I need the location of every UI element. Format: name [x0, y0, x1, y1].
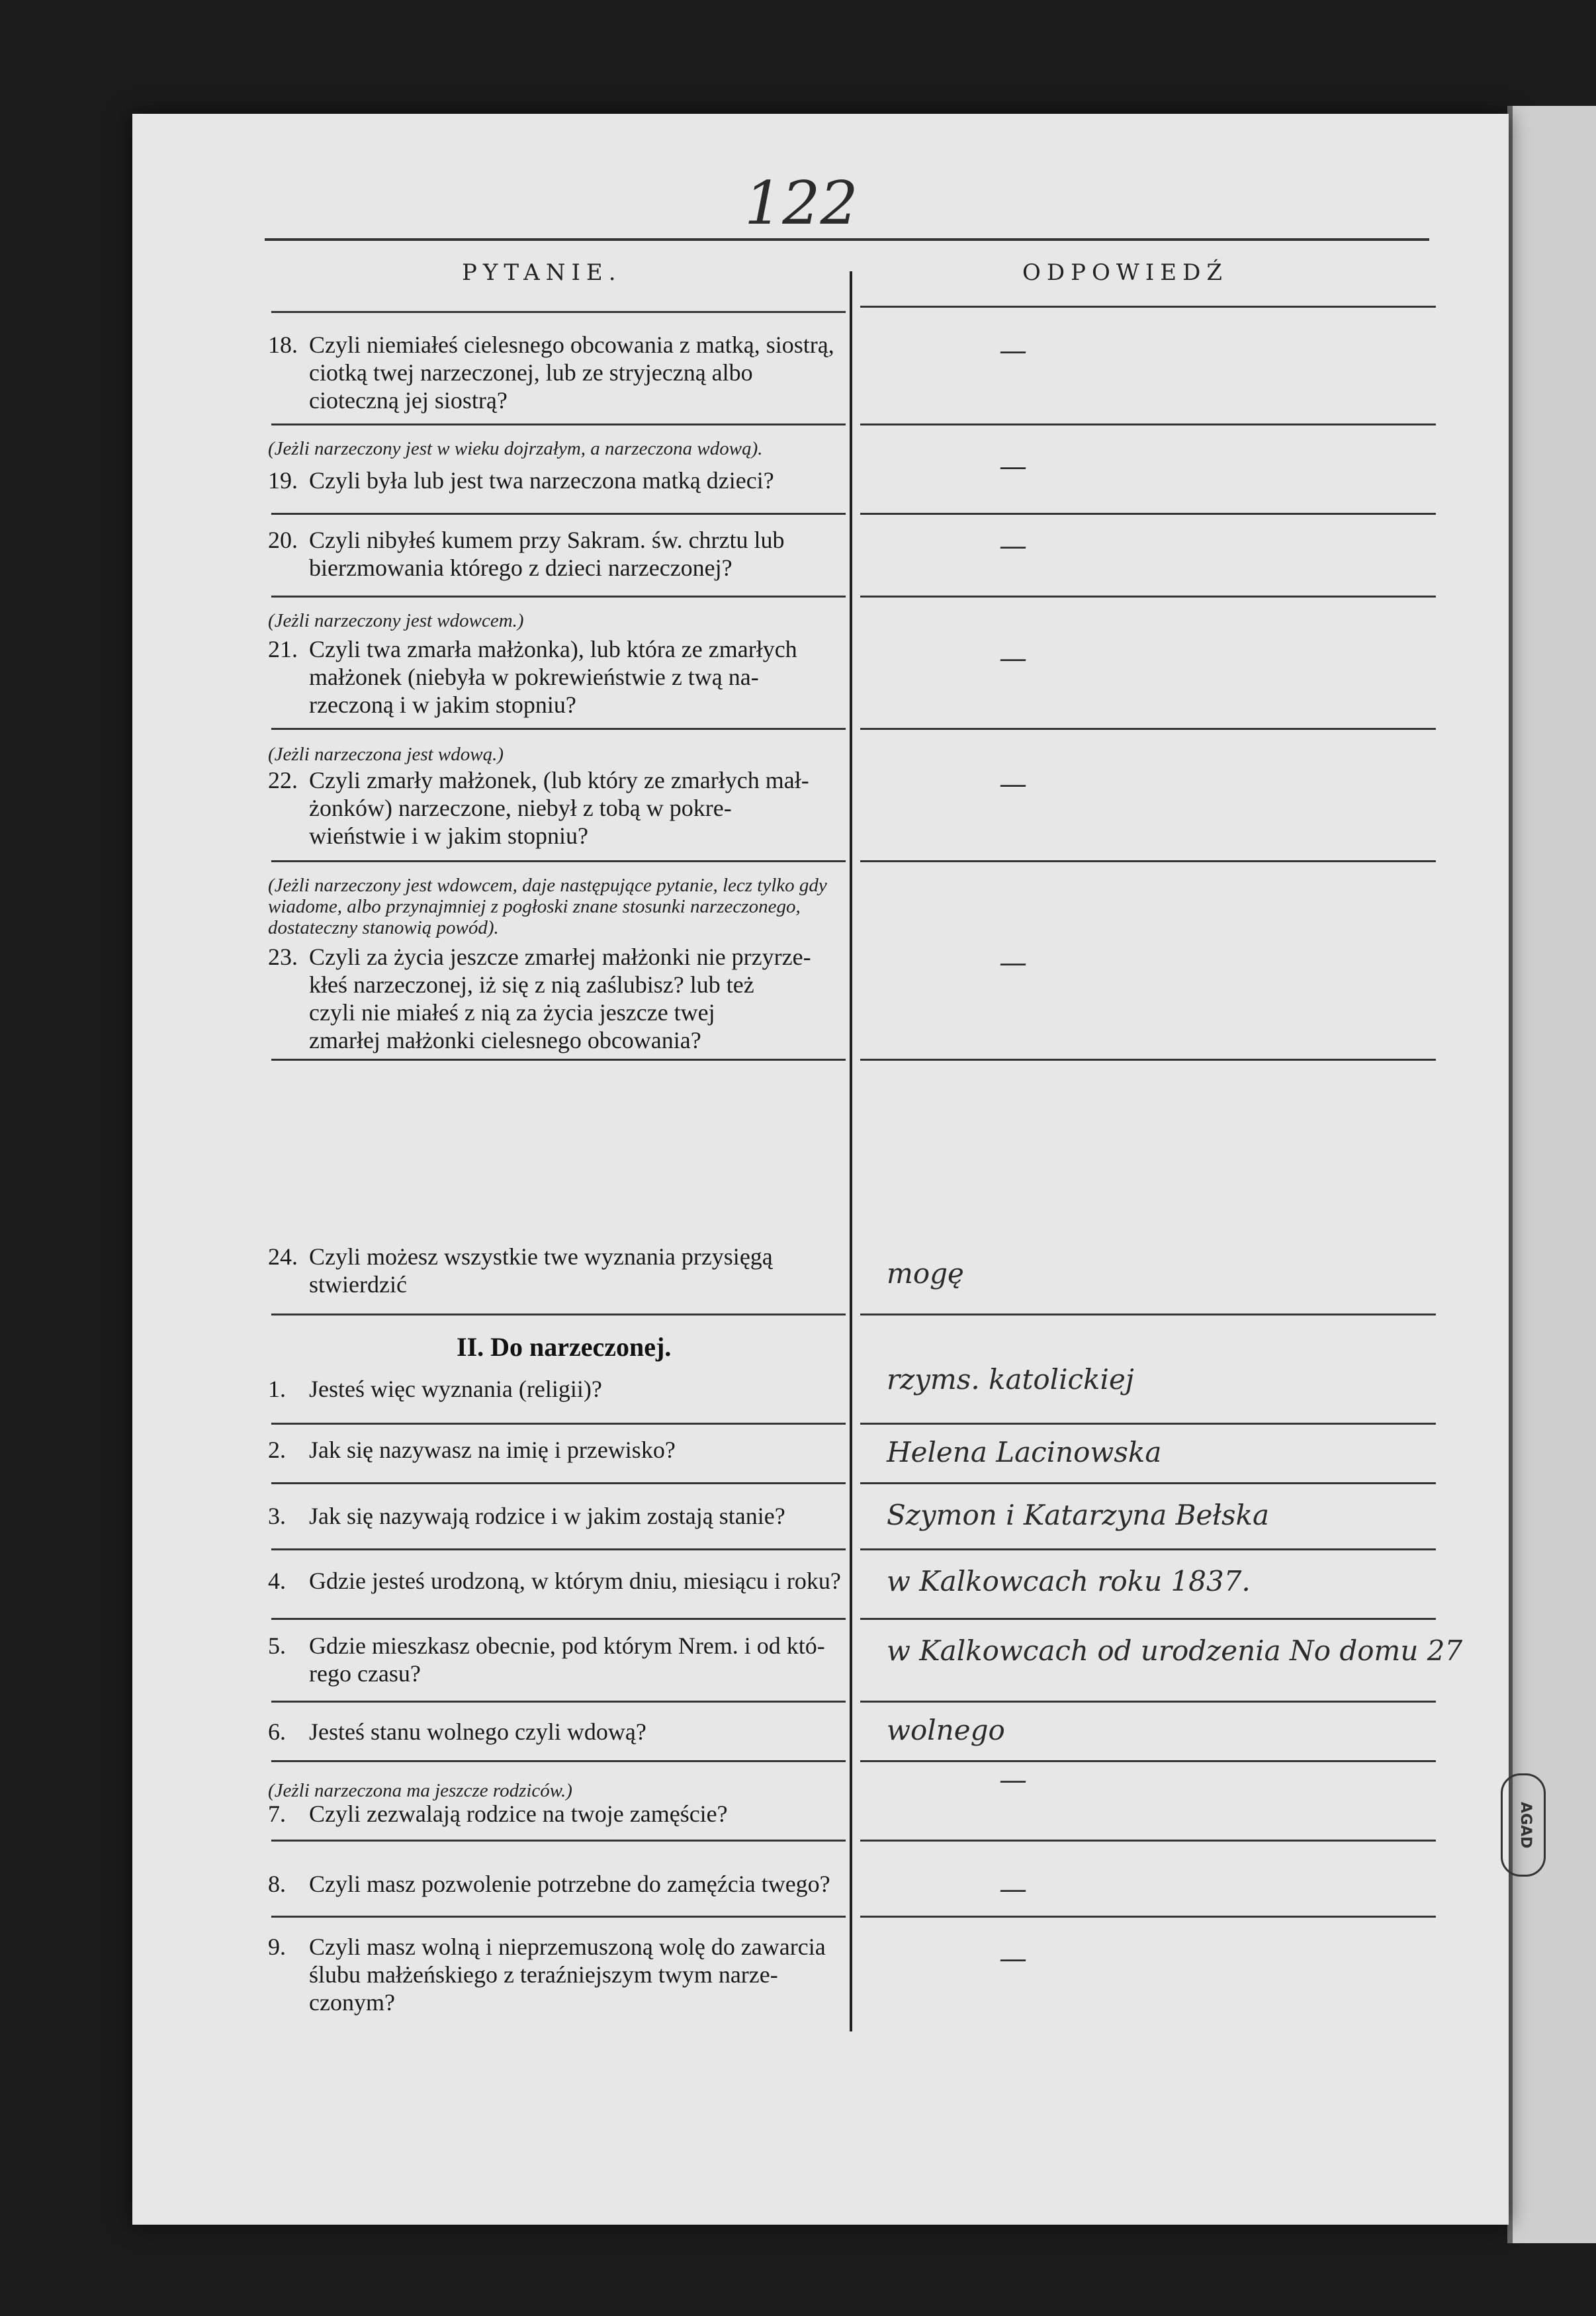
question-number: 19.	[268, 467, 298, 494]
p2-answer-9: —	[999, 1942, 1027, 1975]
p2-question-3	[268, 1502, 857, 1530]
p2-question-2	[268, 1436, 857, 1464]
question-text-line: Czyli była lub jest twa narzeczona matką dzieci?	[309, 467, 774, 494]
question-text-line: czonym?	[309, 1989, 395, 2016]
question-text-line: Jesteś stanu wolnego czyli wdową?	[309, 1718, 646, 1745]
row-rule	[271, 423, 846, 425]
top-rule	[265, 238, 1429, 241]
row-rule	[271, 1548, 846, 1550]
question-number: 7.	[268, 1801, 286, 1827]
p1-question-18	[268, 331, 857, 414]
row-rule	[271, 1618, 846, 1620]
question-note: (Jeżli narzeczony jest wdowcem.)	[268, 610, 524, 631]
question-text-line: żonków) narzeczone, niebył z tobą w pokre-	[309, 795, 732, 821]
question-number: 9.	[268, 1934, 286, 1960]
row-rule	[860, 1482, 1436, 1484]
question-text-line: Czyli twa zmarła małżonka), lub która ze zmarłych	[309, 636, 797, 662]
row-rule	[271, 1760, 846, 1762]
row-rule	[860, 1059, 1436, 1061]
question-number: 8.	[268, 1871, 286, 1897]
row-rule	[860, 1760, 1436, 1762]
question-text-line: Gdzie jesteś urodzoną, w którym dniu, miesiącu i roku?	[309, 1568, 841, 1594]
row-rule	[860, 306, 1436, 308]
p1-question-19	[268, 467, 857, 494]
p1-question-24	[268, 1243, 857, 1298]
header-odpowiedz: ODPOWIEDŹ	[1022, 259, 1228, 286]
question-number: 21.	[268, 636, 298, 662]
question-text-line: zmarłej małżonki cielesnego obcowania?	[309, 1027, 701, 1053]
p1-answer-19: —	[999, 450, 1027, 482]
question-text-line: czyli nie miałeś z nią za życia jeszcze twej	[309, 999, 715, 1026]
question-number: 4.	[268, 1568, 286, 1594]
p1-answer-20: —	[999, 529, 1027, 562]
p1-question-20	[268, 526, 857, 582]
question-number: 2.	[268, 1437, 286, 1463]
p1-answer-18: —	[999, 334, 1027, 367]
p2-answer-5: w Kalkowcach od urodzenia No domu 27	[887, 1634, 1463, 1667]
question-text-line: kłeś narzeczonej, iż się z nią zaślubisz? lub też	[309, 971, 754, 998]
p1-answer-21: —	[999, 642, 1027, 674]
question-text-line: małżonek (niebyła w pokrewieństwie z twą na-	[309, 664, 759, 690]
adjacent-page-edge	[1507, 106, 1596, 2243]
row-rule	[860, 728, 1436, 730]
page-number: 122	[744, 169, 858, 238]
question-text-line: Gdzie mieszkasz obecnie, pod którym Nrem. i od któ-	[309, 1632, 825, 1659]
row-rule	[860, 1701, 1436, 1703]
question-text-line: rego czasu?	[309, 1660, 421, 1687]
section-title: II. Do narzeczonej.	[457, 1332, 672, 1362]
p1-question-22	[268, 766, 857, 850]
row-rule	[860, 1423, 1436, 1425]
question-number: 20.	[268, 527, 298, 553]
p2-answer-2: Helena Lacinowska	[887, 1436, 1162, 1468]
question-text-line: ciotką twej narzeczonej, lub ze stryjeczną albo	[309, 359, 753, 386]
question-number: 18.	[268, 332, 298, 358]
question-text-line: Czyli zezwalają rodzice na twoje zamęście?	[309, 1801, 728, 1827]
p2-answer-6: wolnego	[887, 1714, 1005, 1746]
row-rule	[860, 1314, 1436, 1315]
row-rule	[271, 1701, 846, 1703]
row-rule	[860, 596, 1436, 598]
p2-question-7	[268, 1800, 857, 1828]
p2-answer-8: —	[999, 1873, 1027, 1905]
p1-answer-24: mogę	[887, 1257, 964, 1290]
question-text-line: Jesteś więc wyznania (religii)?	[309, 1376, 602, 1402]
question-text-line: Czyli nibyłeś kumem przy Sakram. św. chrztu lub	[309, 527, 785, 553]
p2-question-4	[268, 1567, 857, 1595]
p1-question-23	[268, 943, 857, 1054]
row-rule	[271, 1482, 846, 1484]
p2-answer-3: Szymon i Katarzyna Bełska	[887, 1499, 1270, 1531]
row-rule	[271, 1916, 846, 1918]
row-rule	[860, 1916, 1436, 1918]
question-number: 23.	[268, 944, 298, 970]
header-pytanie: PYTANIE.	[462, 259, 622, 286]
p2-question-5	[268, 1632, 857, 1687]
question-number: 22.	[268, 767, 298, 793]
p2-question-8	[268, 1870, 857, 1898]
question-number: 6.	[268, 1718, 286, 1745]
question-text-line: wieństwie i w jakim stopniu?	[309, 823, 588, 849]
row-rule	[271, 728, 846, 730]
archive-stamp: AGAD	[1501, 1773, 1546, 1877]
row-rule	[860, 1548, 1436, 1550]
question-text-line: bierzmowania którego z dzieci narzeczonej?	[309, 555, 732, 581]
p1-answer-22: —	[999, 768, 1027, 800]
question-text-line: Czyli za życia jeszcze zmarłej małżonki nie przyrze-	[309, 944, 811, 970]
question-text-line: rzeczoną i w jakim stopniu?	[309, 691, 576, 718]
row-rule	[271, 1840, 846, 1842]
question-number: 3.	[268, 1503, 286, 1529]
question-note: (Jeżli narzeczony jest wdowcem, daje następujące pytanie, lecz tylko gdy wiadome, albo przynajmniej z pogłoski znane stosunki narzeczonego, dostateczny stanowią powód).	[268, 875, 827, 938]
row-rule	[271, 1059, 846, 1061]
question-note: (Jeżli narzeczony jest w wieku dojrzałym, a narzeczona wdową).	[268, 438, 763, 459]
row-rule	[271, 311, 846, 313]
p1-question-21	[268, 635, 857, 719]
p2-question-9	[268, 1933, 857, 2016]
question-number: 5.	[268, 1632, 286, 1659]
row-rule	[860, 423, 1436, 425]
row-rule	[860, 1840, 1436, 1842]
question-text-line: stwierdzić	[309, 1271, 407, 1298]
question-note: (Jeżli narzeczona ma jeszcze rodziców.)	[268, 1780, 572, 1801]
p2-question-6	[268, 1718, 857, 1746]
p2-question-1	[268, 1375, 857, 1403]
row-rule	[271, 1423, 846, 1425]
question-number: 1.	[268, 1376, 286, 1402]
question-text-line: Jak się nazywasz na imię i przewisko?	[309, 1437, 676, 1463]
question-text-line: cioteczną jej siostrą?	[309, 387, 508, 414]
question-text-line: Czyli niemiałeś cielesnego obcowania z matką, siostrą,	[309, 332, 834, 358]
question-text-line: Jak się nazywają rodzice i w jakim zostają stanie?	[309, 1503, 785, 1529]
row-rule	[271, 860, 846, 862]
document-page	[132, 114, 1509, 2225]
row-rule	[860, 513, 1436, 515]
p2-answer-1: rzyms. katolickiej	[887, 1363, 1134, 1396]
question-text-line: Czyli możesz wszystkie twe wyznania przysięgą	[309, 1243, 773, 1270]
p1-answer-23: —	[999, 946, 1027, 979]
question-text-line: Czyli masz pozwolenie potrzebne do zamęźcia twego?	[309, 1871, 830, 1897]
question-text-line: Czyli masz wolną i nieprzemuszoną wolę do zawarcia	[309, 1934, 826, 1960]
question-note: (Jeżli narzeczona jest wdową.)	[268, 744, 504, 765]
question-number: 24.	[268, 1243, 298, 1270]
question-text-line: ślubu małżeńskiego z teraźniejszym twym narze-	[309, 1961, 778, 1988]
p2-answer-4: w Kalkowcach roku 1837.	[887, 1565, 1251, 1597]
question-text-line: Czyli zmarły małżonek, (lub który ze zmarłych mał-	[309, 767, 809, 793]
row-rule	[860, 860, 1436, 862]
row-rule	[271, 596, 846, 598]
p2-answer-7: —	[999, 1763, 1027, 1796]
row-rule	[271, 1314, 846, 1315]
row-rule	[860, 1618, 1436, 1620]
row-rule	[271, 513, 846, 515]
